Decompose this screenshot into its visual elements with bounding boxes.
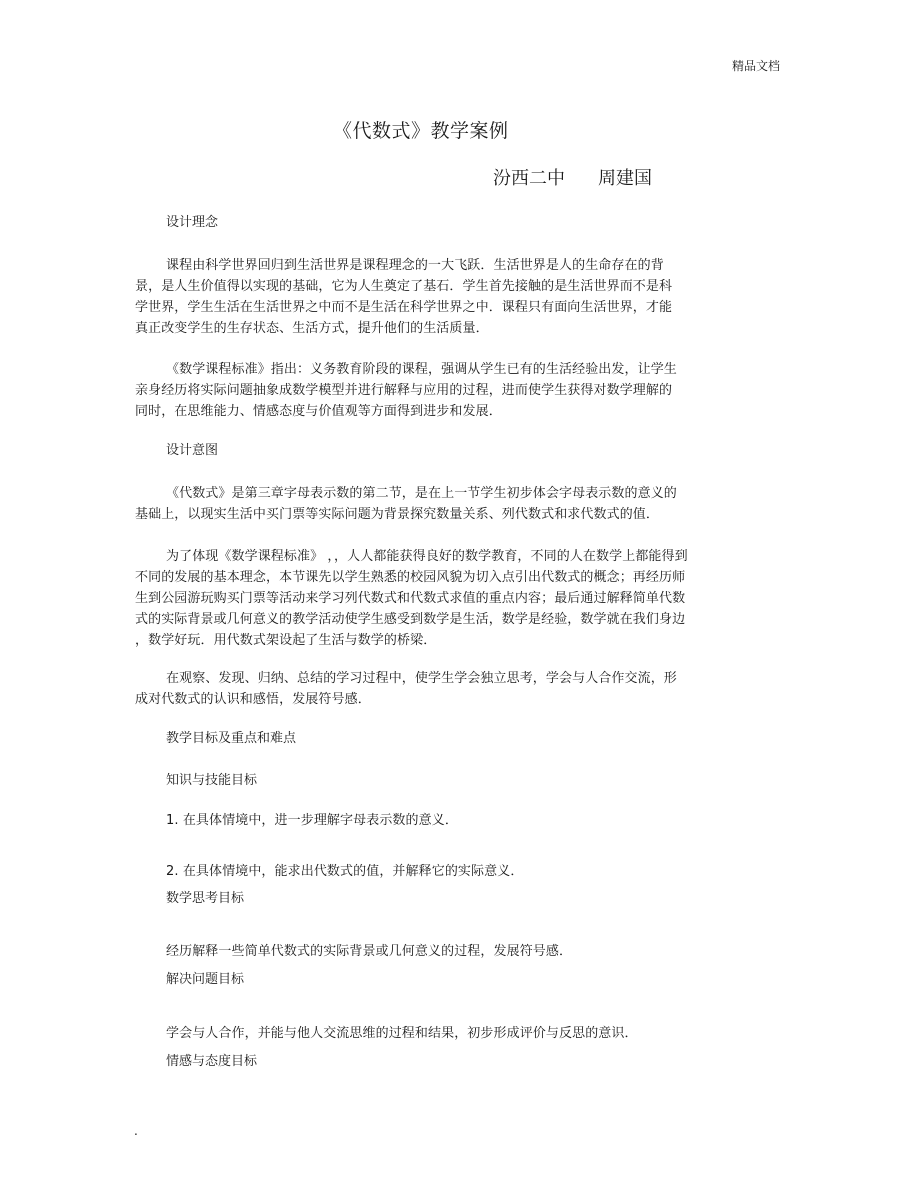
paragraph-line: 基础上，以现实生活中买门票等实际问题为背景探究数量关系、列代数式和求代数式的值． [135, 507, 660, 522]
paragraph-line: 亲身经历将实际问题抽象成数学模型并进行解释与应用的过程，进而使学生获得对数学理解的 [135, 383, 673, 398]
paragraph-line: 式的实际背景或几何意义的教学活动使学生感受到数学是生活，数学是经验，数学就在我们身边 [135, 612, 686, 627]
paragraph-line: 课程由科学世界回归到生活世界是课程理念的一大飞跃．生活世界是人的生命存在的背 [166, 258, 664, 273]
section-heading-goals: 教学目标及重点和难点 [166, 731, 297, 746]
paragraph-line: 《数学课程标准》指出：义务教育阶段的课程，强调从学生已有的生活经验出发，让学生 [166, 362, 677, 377]
document-title: 《代数式》教学案例 [333, 120, 509, 142]
paragraph-line: 成对代数式的认识和感悟，发展符号感． [135, 692, 371, 707]
header-note: 精品文档 [732, 59, 781, 73]
subheading-knowledge-skills: 知识与技能目标 [166, 773, 258, 788]
paragraph-line: ，数学好玩．用代数式架设起了生活与数学的桥梁． [135, 633, 437, 648]
goal-text: 学会与人合作，并能与他人交流思维的过程和结果，初步形成评价与反思的意识． [166, 1026, 638, 1041]
goal-text: 经历解释一些简单代数式的实际背景或几何意义的过程，发展符号感． [166, 944, 573, 959]
paragraph-line: 景，是人生价值得以实现的基础，它为人生奠定了基石．学生首先接触的是生活世界而不是科 [135, 279, 673, 294]
paragraph-line: 在观察、发现、归纳、总结的学习过程中，使学生学会独立思考，学会与人合作交流，形 [166, 671, 677, 686]
paragraph-line: 不同的发展的基本理念，本节课先以学生熟悉的校园风貌为切入点引出代数式的概念；再经历师 [135, 570, 686, 585]
section-heading-design-intent: 设计意图 [166, 443, 219, 458]
paragraph-line: 生到公园游玩购买门票等活动来学习列代数式和代数式求值的重点内容；最后通过解释简单代数 [135, 591, 686, 606]
paragraph-line: 为了体现《数学课程标准》 ，，人人都能获得良好的数学教育，不同的人在数学上都能得到 [166, 549, 688, 564]
paragraph-line: 真正改变学生的生存状态、生活方式，提升他们的生活质量． [135, 321, 489, 336]
subheading-problem-solving: 解决问题目标 [166, 972, 245, 987]
paragraph-line: 《代数式》是第三章字母表示数的第二节，是在上一节学生初步体会字母表示数的意义的 [166, 486, 677, 501]
paragraph-line: 同时，在思维能力、情感态度与价值观等方面得到进步和发展． [135, 404, 502, 419]
section-heading-design-philosophy: 设计理念 [166, 215, 219, 230]
goal-item: 1. 在具体情境中，进一步理解字母表示数的意义． [166, 813, 458, 828]
subheading-math-thinking: 数学思考目标 [166, 891, 245, 906]
paragraph-line: 学世界，学生生活在生活世界之中而不是生活在科学世界之中．课程只有面向生活世界，才能 [135, 300, 673, 315]
footer-mark: . [134, 1124, 138, 1138]
author-name: 周建国 [598, 168, 652, 189]
subheading-emotion-attitude: 情感与态度目标 [166, 1054, 258, 1069]
author-school: 汾西二中 [493, 168, 565, 189]
goal-item: 2. 在具体情境中，能求出代数式的值，并解释它的实际意义． [166, 864, 524, 879]
